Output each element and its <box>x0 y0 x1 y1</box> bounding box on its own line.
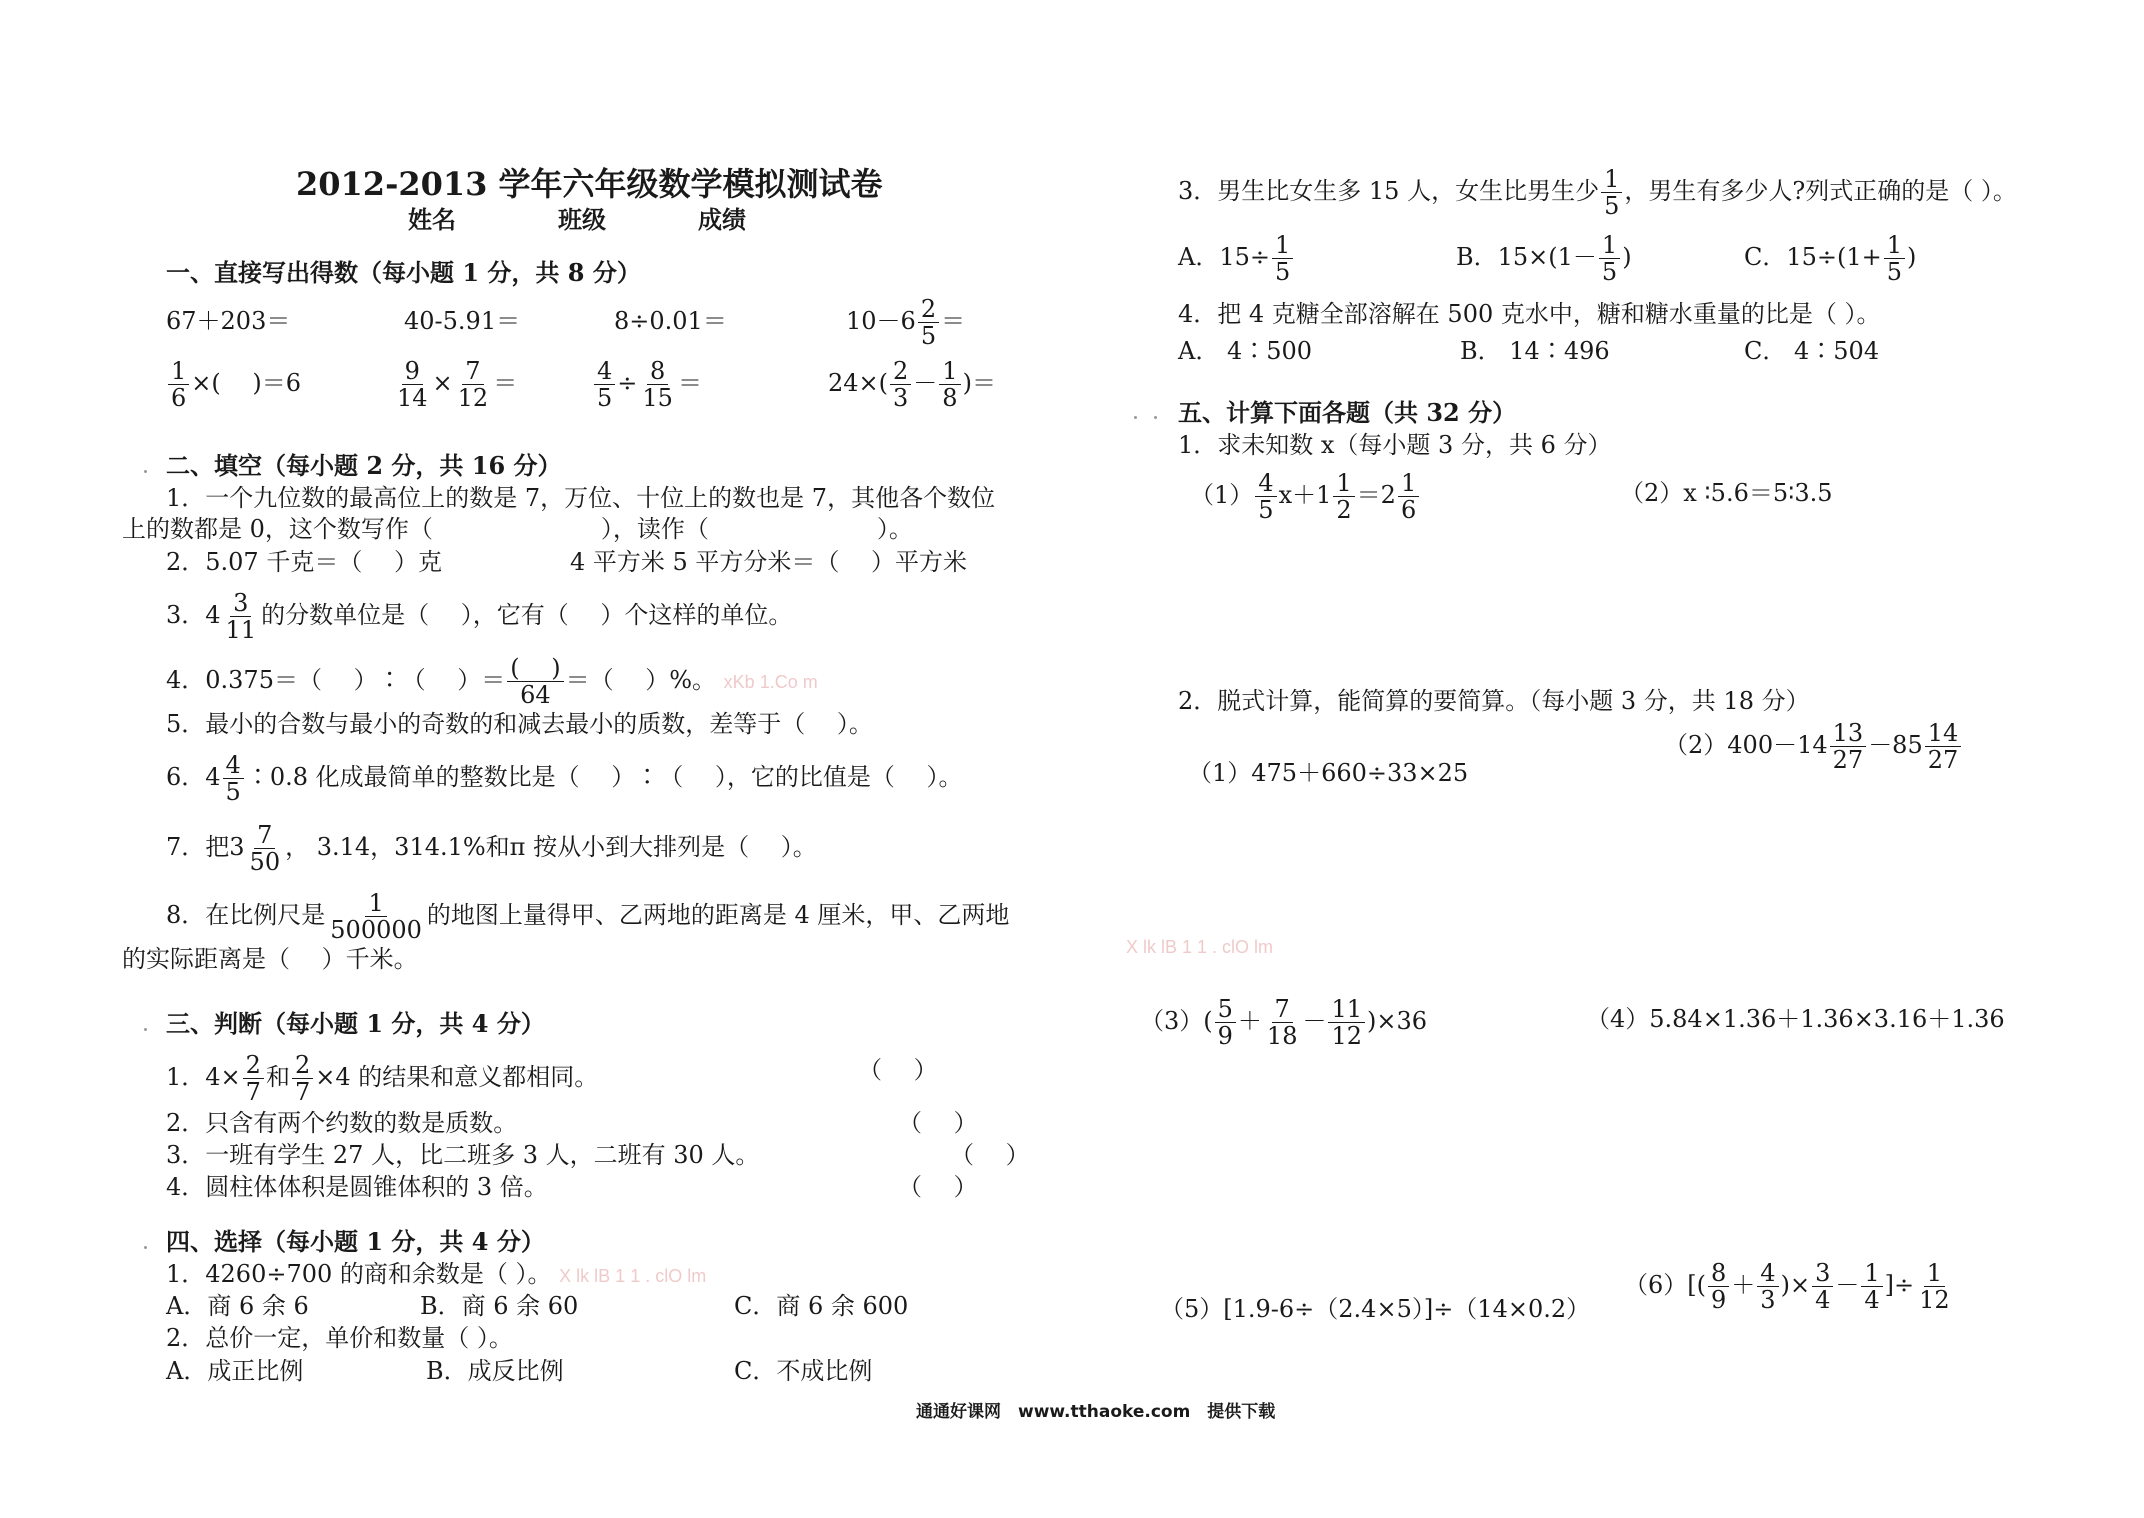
s3-q1-paren: （ ） <box>858 1056 938 1084</box>
s1-calc-4: 10－6 $\frac{2}{5}$ ＝ <box>846 295 966 350</box>
s3-q3: 3．一班有学生 27 人，比二班多 3 人，二班有 30 人。 <box>166 1141 760 1169</box>
section-5-heading: 五、计算下面各题（共 32 分） <box>1178 398 1517 427</box>
s5-eq2: （2）x ∶5.6＝5∶3.5 <box>1620 479 1833 507</box>
s2-q4: 4．0.375＝（ ）∶（ ）＝ ( ) 64 ＝（ ）%。 xKb 1.Co m <box>166 654 818 709</box>
section-4-heading: 四、选择（每小题 1 分，共 4 分） <box>166 1227 545 1256</box>
margin-dot <box>144 1028 147 1031</box>
s2-q3: 3．4 $\frac{3}{11}$ 的分数单位是（ ），它有（ ）个这样的单位。 <box>166 589 793 644</box>
s1-calc-5: $\frac{1}{6}$ ×( )＝6 <box>166 358 301 411</box>
page-title: 2012-2013 学年六年级数学模拟测试卷 <box>296 165 883 203</box>
watermark-text: X lk lB 1 1 . clO lm <box>559 1266 707 1286</box>
name-label: 姓名 <box>408 205 456 234</box>
s3-q4-paren: （ ） <box>898 1173 978 1201</box>
s5-calc-6: （6）[( $\frac{8}{9}$ ＋ $\frac{4}{3}$ )× $\frac{3}{4}$ － $\frac{1}{4}$ ]÷ $\frac{1}{12}$ <box>1624 1259 1950 1314</box>
s4-q4-opt-b: B． 14∶496 <box>1460 337 1610 365</box>
s2-q7: 7．把3 $\frac{7}{50}$ ， 3.14̇，314.1%和π 按从小到大排列是（ ）。 <box>166 821 817 876</box>
section-3-heading: 三、判断（每小题 1 分，共 4 分） <box>166 1009 545 1038</box>
s4-q3: 3．男生比女生多 15 人，女生比男生少 $\frac{1}{5}$ ，男生有多少人?列式正确的是（ ）。 <box>1178 165 2017 220</box>
s4-q1-opt-a: A．商 6 余 6 <box>166 1292 309 1320</box>
s5-part2: 2．脱式计算，能简算的要简算。（每小题 3 分，共 18 分） <box>1178 687 1810 715</box>
s2-q6: 6．4 $\frac{4}{5}$ ∶0.8 化成最简单的整数比是（ ）∶（ ），它的比值是（ ）。 <box>166 751 963 806</box>
s4-q4: 4．把 4 克糖全部溶解在 500 克水中，糖和糖水重量的比是（ ）。 <box>1178 300 1881 328</box>
s3-q4: 4．圆柱体体积是圆锥体积的 3 倍。 <box>166 1173 548 1201</box>
s4-q2-opt-a: A．成正比例 <box>166 1357 304 1385</box>
s2-q1-line1: 1．一个九位数的最高位上的数是 7，万位、十位上的数也是 7，其他各个数位 <box>166 484 996 512</box>
watermark-text: xKb 1.Co m <box>723 672 818 692</box>
s2-q5: 5．最小的合数与最小的奇数的和减去最小的质数，差等于（ ）。 <box>166 710 873 738</box>
s1-calc-7: $\frac{4}{5}$ ÷ $\frac{8}{15}$ ＝ <box>592 358 702 411</box>
s4-q2: 2．总价一定，单价和数量（ ）。 <box>166 1324 513 1352</box>
s5-calc-1: （1）475＋660÷33×25 <box>1188 759 1469 787</box>
s3-q3-paren: （ ） <box>950 1141 1030 1169</box>
margin-dot <box>1154 416 1157 419</box>
s1-calc-2: 40-5.91＝ <box>404 307 521 335</box>
s4-q1-opt-b: B．商 6 余 60 <box>420 1292 579 1320</box>
s3-q2-paren: （ ） <box>898 1109 978 1137</box>
score-label: 成绩 <box>698 205 746 234</box>
s4-q3-opt-c: C．15÷(1+ $\frac{1}{5}$ ) <box>1744 231 1917 286</box>
s3-q2: 2．只含有两个约数的数是质数。 <box>166 1109 518 1137</box>
s4-q1-opt-c: C．商 6 余 600 <box>734 1292 909 1320</box>
s4-q2-opt-c: C．不成比例 <box>734 1357 873 1385</box>
watermark-text: X lk lB 1 1 . clO lm <box>1126 937 1274 957</box>
s5-calc-5: （5）[1.9-6÷（2.4×5）]÷（14×0.2） <box>1160 1295 1591 1323</box>
s4-q2-opt-b: B．成反比例 <box>426 1357 564 1385</box>
s1-calc-1: 67＋203＝ <box>166 307 291 335</box>
s4-q3-opt-b: B．15×(1－ $\frac{1}{5}$ ) <box>1456 231 1632 286</box>
margin-dot <box>1134 416 1137 419</box>
s5-calc-4: （4）5.84×1.36＋1.36×3.16＋1.36 <box>1586 1005 2005 1033</box>
s1-calc-6: $\frac{9}{14}$ × $\frac{7}{12}$ ＝ <box>397 357 518 412</box>
s5-calc-3: （3）( $\frac{5}{9}$ ＋ $\frac{7}{18}$ － $\frac{11}{12}$ )×36 <box>1140 995 1428 1050</box>
s2-q1-line2: 上的数都是 0，这个数写作（ ），读作（ ）。 <box>122 515 913 543</box>
s4-q3-opt-a: A．15÷ $\frac{1}{5}$ <box>1178 232 1295 285</box>
footer-credit: 通通好课网 www.tthaoke.com 提供下载 <box>916 1402 1276 1422</box>
s4-q1: 1．4260÷700 的商和余数是（ ）。 X lk lB 1 1 . clO lm <box>166 1260 707 1288</box>
s2-q2a: 2．5.07 千克＝（ ）克 <box>166 548 442 576</box>
s4-q4-opt-c: C． 4∶504 <box>1744 337 1880 365</box>
s1-calc-3: 8÷0.01＝ <box>614 307 727 335</box>
class-label: 班级 <box>558 205 606 234</box>
s5-calc-2: （2）400－14 $\frac{13}{27}$ －85 $\frac{14}{27}$ <box>1664 720 1963 773</box>
section-1-heading: 一、直接写出得数（每小题 1 分，共 8 分） <box>166 258 641 287</box>
section-2-heading: 二、填空（每小题 2 分，共 16 分） <box>166 451 562 480</box>
s2-q8-line2: 的实际距离是（ ）千米。 <box>122 945 418 973</box>
s3-q1: 1．4× $\frac{2}{7}$ 和 $\frac{2}{7}$ ×4 的结果和意义都相同。 <box>166 1051 599 1106</box>
margin-dot <box>144 1246 147 1249</box>
margin-dot <box>144 470 147 473</box>
s4-q4-opt-a: A． 4∶500 <box>1178 337 1313 365</box>
s1-calc-8: 24×( $\frac{2}{3}$ － $\frac{1}{8}$ )＝ <box>828 357 996 412</box>
s2-q8-line1: 8．在比例尺是 $\frac{1}{500000}$ 的地图上量得甲、乙两地的距离是 4 厘米，甲、乙两地 <box>166 889 1010 944</box>
s2-q2b: 4 平方米 5 平方分米＝（ ）平方米 <box>570 548 968 576</box>
s5-eq1: （1） $\frac{4}{5}$ x＋1 $\frac{1}{2}$ ＝2 $\frac{1}{6}$ <box>1190 470 1421 523</box>
s5-part1: 1．求未知数 x（每小题 3 分，共 6 分） <box>1178 431 1612 459</box>
